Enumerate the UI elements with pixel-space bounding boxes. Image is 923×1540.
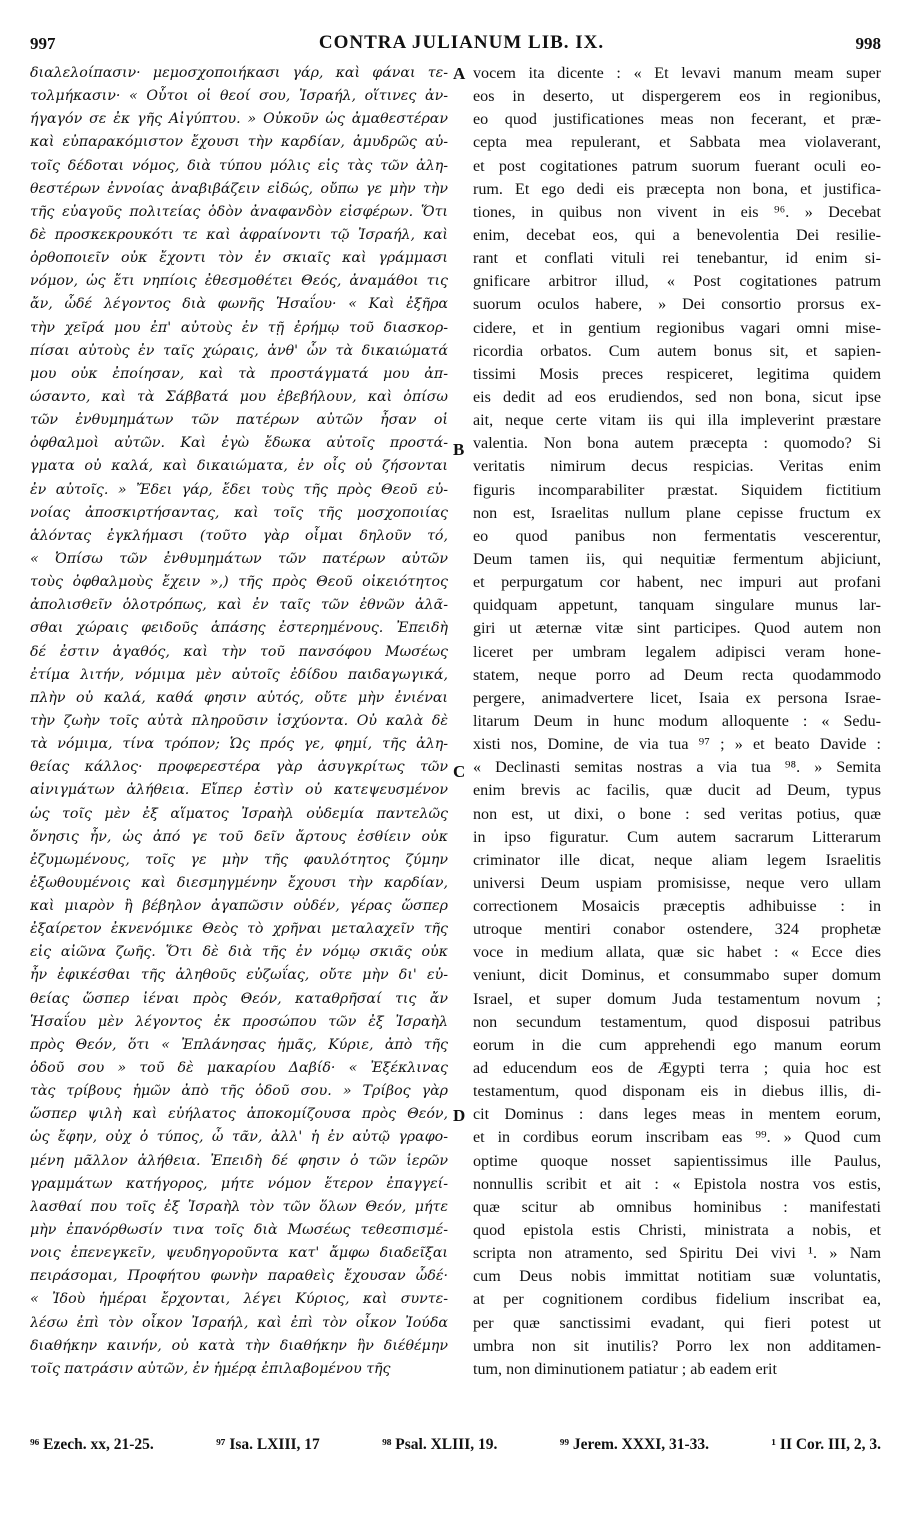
greek-text-line: ὁδοῦ σου » τοῦ δὲ μακαρίου Δαβίδ· « Ἐξέκλινας [30,1060,448,1077]
latin-text-line: quæ scitur ab omnibus hominibus : manifestati [473,1198,881,1216]
section-marker-a: A [453,64,466,83]
latin-text-line: cum Deus nobis immittat notitiam suæ voluntatis, [473,1268,881,1286]
latin-text-line: correctionem Mosaicis præceptis adhibuisse : in [473,898,881,916]
greek-text-line: ήγαγόν σε ἐκ γῆς Αἰγύπτου. » Οὐκοῦν ὡς ἀμαθεστέραν [30,111,448,128]
greek-text-line: λέσω ἐπὶ τὸν οἶκον Ἰσραήλ, καὶ ἐπὶ τὸν οἶκον Ἰούδα [30,1314,448,1331]
latin-text-line: quod epistola estis Christi, ministrata a nobis, et [473,1222,881,1240]
greek-text-line: λασθαί που τοῖς ἐξ Ἰσραὴλ τὸν τῶν ὅλων Θεόν, μήτε [30,1198,448,1215]
section-marker-b: B [453,440,465,459]
latin-text-line: optime quoque nosset sapientissimus ille Paulus, [473,1152,881,1170]
greek-text-line: μου οὐκ ἐποίησαν, καὶ τὰ προστάγματά μου ἀπ- [30,365,448,382]
greek-text-line: τὴν ζωὴν τοῖς αὐτὰ πληροῦσιν ἰσχύοντα. Οὐ καλὰ δὲ [30,712,448,729]
footnote: ⁹⁶ Ezech. xx, 21-25. [30,1436,154,1453]
section-marker-d: D [453,1106,466,1125]
greek-text-line: ὄνησις ἦν, ὡς ἀπό γε τοῦ δεῖν ἄρτους ἐσθίειν οὐκ [30,828,448,845]
latin-text-line: voce in medium allata, quæ sic habet : « Ecce dies [473,944,881,962]
latin-text-line: testamentum, quod disponam eis in diebus illis, di- [473,1083,881,1101]
greek-text-line: τῆς εὐαγοῦς πολιτείας ὁδὸν ἀναφανδὸν εἰσφέρων. Ὅτι [30,203,448,220]
latin-text-line: ait, neque certe vitam iis qui illa impleverint præstare [473,412,881,430]
greek-text-line: « Ἰδοὺ ἡμέραι ἔρχονται, λέγει Κύριος, καὶ συντε- [30,1291,448,1308]
running-title: CONTRA JULIANUM LIB. IX. [318,32,605,53]
greek-text-line: θείας κάλλος· προφερεστέρα γὰρ ἀσυγκρίτως τῶν [30,759,448,776]
greek-text-line: πλὴν οὐ καλά, καθά φησιν αὐτός, οὔτε μὴν ἐνιέναι [30,689,448,706]
greek-text-line: καὶ εὐπαρακόμιστον ἔχουσι τὴν καρδίαν, ἀμυδρῶς αὐ- [30,134,448,151]
greek-text-column [30,62,448,1381]
greek-text-line: μένη μᾶλλον ἀλήθεια. Ἐπειδὴ δέ φησιν ὁ τῶν ἱερῶν [30,1152,448,1169]
latin-text-line: tissimi Mosis preces respiceret, legitima quidem [473,365,881,383]
page-header [0,30,923,60]
latin-text-line: umbra non sit inutilis? Porro lex non additamen- [473,1337,881,1355]
latin-text-line: xisti nos, Domine, de via tua ⁹⁷ ; » et beato Davide : [473,736,881,754]
greek-text-line: νοις ἐπενεγκεῖν, ψευδηγοροῦντα κατ' ἄμφω διαδεῖξαι [30,1245,448,1262]
greek-text-line: Ἡσαΐου μὲν λέγοντος ἐκ προσώπου τῶν ἐξ Ἰσραὴλ [30,1013,448,1030]
greek-text-line: ἐξαίρετον ἐκνενόμικε Θεὸς τὸ χρῆναι μεταλαχεῖν τῆς [30,921,448,938]
latin-text-line: et post cogitationes patrum suorum fuerant oculi eo- [473,157,881,175]
greek-text-line: θεστέρων ἐννοίας ἀναβιβάζειν εἰδώς, οὔπω γε μὴν τὴν [30,180,448,197]
greek-text-line: πειράσομαι, Προφήτου φωνὴν παραθεὶς ἔχουσαν ὧδέ· [30,1268,448,1285]
latin-text-line: veritatis nimirum decus respicias. Veritas enim [473,458,881,476]
greek-text-line: ὀφθαλμοὶ αὐτῶν. Καὶ ἐγὼ ἔδωκα αὐτοῖς προστά- [30,435,448,452]
latin-text-line: non est, Israelitas nullum plane cepisse fructum ex [473,504,881,522]
latin-text-line: non est, ut dixi, o bone : sed veritas potius, quæ [473,805,881,823]
greek-text-line: τοῖς πατράσιν αὐτῶν, ἐν ἡμέρᾳ ἐπιλαβομένου τῆς [30,1360,391,1377]
latin-text-line: in ipso figuratur. Cum autem sacrarum Litterarum [473,828,881,846]
greek-text-line: ώσαντο, καὶ τὰ Σάββατά μου ἐβεβήλουν, καὶ ὀπίσω [30,388,448,405]
latin-text-line: cit Dominus : dans leges meas in mentem eorum, [473,1106,881,1124]
latin-text-line: tiones, in quibus non vivent in eis ⁹⁶. » Decebat [473,203,881,221]
footnote: ¹ II Cor. III, 2, 3. [771,1436,881,1453]
latin-text-line: eo quod panibus non fermentatis vescerentur, [473,527,881,545]
greek-text-line: ἦν ἐφικέσθαι τῆς ἀληθοῦς εὐζωΐας, οὔτε μὴν δι' εὐ- [30,967,448,984]
latin-text-line: giri ut æternæ vitæ sint participes. Quod autem non [473,620,881,638]
footnote: ⁹⁷ Isa. LXIII, 17 [216,1436,320,1453]
greek-text-line: θείας ὥσπερ ἰέναι πρὸς Θεόν, καταθρῆσαί τις ἄν [30,990,448,1007]
greek-text-line: νοίας ἀποσκιρτήσαντας, καὶ τοῖς τῆς μοσχοποιίας [30,504,448,521]
latin-text-line: per quæ sanctissimi evadant, qui fieri potest ut [473,1314,881,1332]
greek-text-line: δέ ἐστιν ἀγαθός, καὶ τὴν τοῦ πανσόφου Μωσέως [30,643,448,660]
greek-text-line: ἐζυμωμένους, τοῖς γε μὴν τῆς φαυλότητος ζύμην [30,851,448,868]
greek-text-line: « Ὀπίσω τῶν ἐνθυμημάτων τῶν πατέρων αὐτῶν [30,550,448,567]
latin-text-line: non secundum testamentum, quod disposui patribus [473,1013,881,1031]
greek-text-line: δὲ προσκεκρουκότι τε καὶ ἀφραίνοντι τῷ Ἰσραήλ, καὶ [30,226,448,243]
greek-text-line: γματα οὐ καλά, καὶ δικαιώματα, ἐν οἷς οὐ ζήσονται [30,458,448,475]
greek-text-line: ὡς τοῖς μὲν ἐξ αἵματος Ἰσραὴλ οὐδεμία παντελῶς [30,805,448,822]
latin-text-line: rant et conflati vituli rei tenebantur, id enim si- [473,250,881,268]
greek-text-line: εἰς αἰῶνα ζωῆς. Ὅτι δὲ διὰ τῆς ἐν νόμῳ σκιᾶς οὐκ [30,944,448,961]
greek-text-line: πίσαι αὐτοὺς ἐν ταῖς χώραις, ἀνθ' ὧν τὰ δικαιώματά [30,342,448,359]
greek-text-line: σθαι χώραις φειδοῦς ἁπάσης ἐστερημένους. Ἐπειδὴ [30,620,448,637]
latin-text-line: suorum oculos habere, » Dei consortio prorsus ex- [473,296,881,314]
latin-text-line: Deum tamen iis, qui nequitiæ fermentum abjiciunt, [473,550,881,568]
latin-text-line: ricordia orbatos. Cum autem bonus sit, et sapien- [473,342,881,360]
greek-text-line: διαθήκην καινήν, οὐ κατὰ τὴν διαθήκην ἣν διέθέμην [30,1337,448,1354]
footnotes [30,1436,881,1454]
page-number-right: 998 [855,34,881,53]
latin-text-line: veniunt, dicit Dominus, et consummabo super domum [473,967,881,985]
latin-text-line: figuris incomparabiliter præstat. Siquidem fictitium [473,481,881,499]
greek-text-line: τολμήκασιν· « Οὗτοι οἱ θεοί σου, Ἰσραήλ, οἵτινες ἀν- [30,88,448,105]
latin-text-line: enim, decebat eos, qui a benevolentia Dei resilie- [473,226,881,244]
latin-text-line: rum. Et ego dedi eis præcepta non bona, et justifica- [473,180,881,198]
greek-text-line: ἐν αὐτοῖς. » Ἔδει γάρ, ἔδει τοὺς τῆς πρὸς Θεοῦ εὐ- [30,481,448,498]
latin-text-line: ad educendum eos de Ægypti terra ; quia hoc est [473,1060,881,1078]
latin-text-line: universi Deum uspiam promisisse, neque vero ullam [473,874,881,892]
greek-text-line: τῶν ἐνθυμημάτων τῶν πατέρων αὐτῶν ἦσαν οἱ [30,412,448,429]
latin-text-line: liceret per umbram legalem adipisci veram hone- [473,643,881,661]
latin-text-line: valentia. Non bona autem præcepta : quomodo? Si [473,435,881,453]
greek-text-line: ὀρθοποιεῖν οὐκ ἔχοντι τὸν ἐν σκιαῖς καὶ γράμμασι [30,250,448,267]
greek-text-line: ἀπολισθεῖν ὁλοτρόπως, καὶ ἐν ταῖς τῶν ἐθνῶν ἀλᾶ- [30,597,448,614]
latin-text-line: et perpurgatum cor habent, nec impuri aut profani [473,574,881,592]
page-number-left: 997 [30,34,56,53]
greek-text-line: μὴν ἐπανόρθωσίν τινα τοῖς διὰ Μωσέως τεθεσπισμέ- [30,1222,448,1239]
greek-text-line: τοὺς ὀφθαλμοὺς ἔχειν »,) τῆς πρὸς Θεοῦ οἰκειότητος [30,574,448,591]
footnote: ⁹⁹ Jerem. XXXI, 31-33. [559,1436,710,1453]
latin-text-line: eo quod justificationes meas non fecerant, et præ- [473,111,881,129]
greek-text-line: γραμμάτων κατήγορος, μήτε νόμον ἕτερον ἐπαγγεί- [30,1175,448,1192]
latin-text-line: eis dedit ad eos erudiendos, sed non bona, sicut ipse [473,388,881,406]
latin-text-line: Israel, et super domum Juda testamentum novum ; [473,990,881,1008]
latin-text-line: quidquam appetunt, tanquam singulare munus lar- [473,597,881,615]
latin-text-line: enim brevis ac facilis, quæ ducit ad Deum, typus [473,782,881,800]
greek-text-line: πρὸς Θεόν, ὅτι « Ἐπλάνησας ἡμᾶς, Κύριε, ἀπὸ τῆς [30,1036,448,1053]
latin-text-line: gnificare arbitror illud, « Post cogitationes patrum [473,273,881,291]
latin-text-line: cepta mea repulerant, et Sabbata mea violaverant, [473,134,881,152]
greek-text-line: τὴν χεῖρά μου ἐπ' αὐτοὺς ἐν τῇ ἐρήμῳ τοῦ διασκορ- [30,319,448,336]
greek-text-line: ὥσπερ ψιλὴ καὶ εὐήλατος ἀποκομίζουσα πρὸς Θεόν, [30,1106,448,1123]
greek-text-line: νόμον, ὡς ἔτι νηπίοις ἐθεσμοθέτει Θεός, ἀναμάθοι τις [30,273,448,290]
latin-text-column [473,62,881,1381]
latin-text-line: pergere, animadvertere licet, Isaia ex persona Israe- [473,689,881,707]
greek-text-line: ἐτίμα λιτήν, νόμιμα μὲν αὐτοῖς ἐδίδου παιδαγωγικά, [30,666,448,683]
latin-text-line: et in cordibus eorum inscribam eas ⁹⁹. » Quod cum [473,1129,881,1147]
greek-text-line: διαλελοίπασιν· μεμοσχοποιήκασι γάρ, καὶ φάναι τε- [30,65,448,81]
latin-text-line: vocem ita dicente : « Et levavi manum meam super [473,65,881,82]
latin-text-line: criminator ille dicat, neque aliam legem Israelitis [473,851,881,869]
latin-text-line: eorum in die cum apprehendi ego manum eorum [473,1036,881,1054]
latin-text-line: « Declinasti semitas nostras a via tua ⁹⁸. » Semita [473,759,881,777]
greek-text-line: τὰ νόμιμα, τίνα τρόπον; Ὡς πρός γε, φημί, τῆς ἀλη- [30,736,448,753]
latin-text-line: cidere, et in gentium regionibus vagari omni mise- [473,319,881,337]
footnote: ⁹⁸ Psal. XLIII, 19. [382,1436,498,1453]
section-marker-c: C [453,762,466,781]
latin-text-line: scripta non atramento, sed Spiritu Dei vivi ¹. » Nam [473,1245,881,1263]
latin-text-line: utroque mentiri conabor ostendere, 324 prophetæ [473,921,881,939]
latin-text-line: statem, neque porro ad Deum recta quodammodo [473,666,881,684]
greek-text-line: ὡς ἔφην, οὐχ ὁ τύπος, ὦ τᾶν, ἀλλ' ἡ ἐν αὐτῷ γραφο- [30,1129,448,1146]
greek-text-line: τοῖς δέδοται νόμος, διὰ τύπου μόλις εἰς τὰς τῶν ἀλη- [30,157,448,174]
greek-text-line: ἁλόντας ἐγκλήμασι (τοῦτο γὰρ οἶμαι δηλοῦν τό, [30,527,448,544]
greek-text-line: ἐξωθουμένοις καὶ διεσμηγμένην ἔχουσι τὴν καρδίαν, [30,874,448,891]
greek-text-line: τὰς τρίβους ἡμῶν ἀπὸ τῆς ὁδοῦ σου. » Τρίβος γὰρ [30,1083,448,1100]
latin-text-line: litarum Deum in hunc modum alloquente : « Sedu- [473,712,881,730]
greek-text-line: αἰνιγμάτων ἀλήθεια. Εἴπερ ἐστὶν οὐ κατεψευσμένον [30,782,448,799]
latin-text-line: eos in deserto, ut dispergerem eos in regionibus, [473,88,881,106]
greek-text-line: καὶ μιαρὸν ἢ βέβηλον ἀγαπῶσιν οὐδέν, γέρας ὥσπερ [30,898,448,915]
greek-text-line: ἄν, ὧδέ λέγοντος διὰ φωνῆς Ἡσαΐου· « Καὶ ἐξῆρα [30,296,448,313]
latin-text-line: tum, non diminutionem patiatur ; ab eadem erit [473,1360,777,1378]
latin-text-line: at per cognitionem cordibus fidelium inscribat ea, [473,1291,881,1309]
latin-text-line: nonnullis scribit et ait : « Epistola nostra vos estis, [473,1175,881,1193]
